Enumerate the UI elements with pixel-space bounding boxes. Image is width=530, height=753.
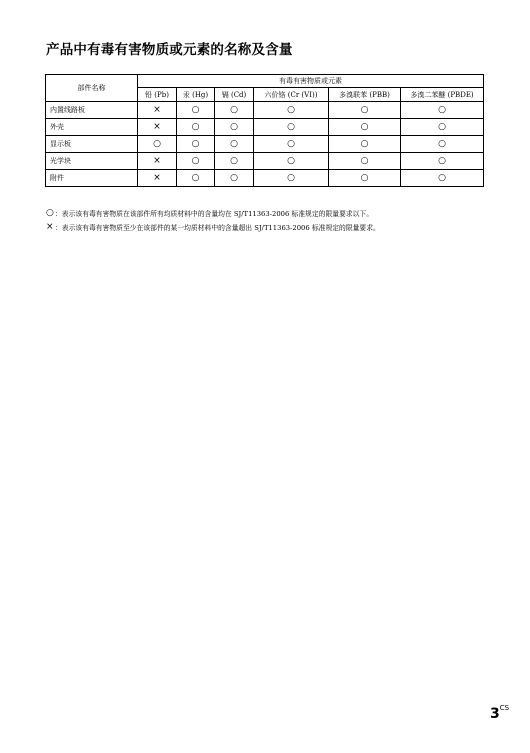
mark-cell: ○ bbox=[329, 153, 401, 170]
column-header-pbde: 多溴二苯醚 (PBDE) bbox=[401, 88, 484, 102]
language-code: CS bbox=[499, 704, 510, 712]
mark-cell: ○ bbox=[215, 119, 254, 136]
mark-cell: × bbox=[138, 153, 177, 170]
mark-cell: ○ bbox=[215, 170, 254, 187]
mark-cell: ○ bbox=[177, 119, 215, 136]
table-row bbox=[46, 170, 484, 187]
mark-cell: ○ bbox=[329, 102, 401, 119]
mark-cell: ○ bbox=[329, 119, 401, 136]
mark-cell: ○ bbox=[254, 170, 329, 187]
mark-cell: × bbox=[138, 170, 177, 187]
page-number-value: 3 bbox=[490, 706, 500, 722]
table-row bbox=[46, 102, 484, 119]
part-name-cell: 附件 bbox=[46, 170, 138, 187]
note-below-limit bbox=[46, 207, 380, 221]
column-header-pbb: 多溴联苯 (PBB) bbox=[329, 88, 401, 102]
mark-cell: ○ bbox=[401, 102, 484, 119]
note-text: ：表示该有毒有害物质至少在该部件的某一均质材料中的含量超出 SJ/T11363-2006 标准规定的限量要求。 bbox=[55, 224, 380, 232]
mark-cell: ○ bbox=[177, 170, 215, 187]
note-exceeds-limit bbox=[46, 221, 380, 235]
mark-cell: ○ bbox=[401, 119, 484, 136]
part-name-cell: 光学块 bbox=[46, 153, 138, 170]
mark-cell: ○ bbox=[177, 136, 215, 153]
table-row bbox=[46, 136, 484, 153]
mark-cell: ○ bbox=[254, 119, 329, 136]
mark-cell: ○ bbox=[254, 136, 329, 153]
mark-cell: ○ bbox=[401, 153, 484, 170]
column-header-cr6: 六价铬 (Cr (VI)) bbox=[254, 88, 329, 102]
mark-cell: ○ bbox=[401, 136, 484, 153]
mark-cell: ○ bbox=[138, 136, 177, 153]
column-header-cd: 镉 (Cd) bbox=[215, 88, 254, 102]
note-text: ：表示该有毒有害物质在该部件所有均质材料中的含量均在 SJ/T11363-2006 标准规定的限量要求以下。 bbox=[55, 209, 374, 218]
mark-cell: ○ bbox=[215, 102, 254, 119]
substance-group-header: 有毒有害物质或元素 bbox=[138, 75, 484, 88]
mark-cell: ○ bbox=[329, 136, 401, 153]
mark-cell: ○ bbox=[329, 170, 401, 187]
mark-cell: ○ bbox=[401, 170, 484, 187]
legend-notes bbox=[46, 207, 380, 236]
page-title: 产品中有毒有害物质或元素的名称及含量 bbox=[46, 42, 293, 58]
mark-cell: ○ bbox=[177, 102, 215, 119]
mark-cell: × bbox=[138, 119, 177, 136]
part-name-header: 部件名称 bbox=[46, 75, 138, 102]
circle-symbol: ○ bbox=[46, 208, 54, 218]
table-row bbox=[46, 119, 484, 136]
substance-table bbox=[45, 74, 484, 187]
part-name-cell: 外壳 bbox=[46, 119, 138, 136]
mark-cell: × bbox=[138, 102, 177, 119]
part-name-cell: 内置线路板 bbox=[46, 102, 138, 119]
part-name-cell: 显示板 bbox=[46, 136, 138, 153]
mark-cell: ○ bbox=[254, 102, 329, 119]
mark-cell: ○ bbox=[254, 153, 329, 170]
mark-cell: ○ bbox=[215, 136, 254, 153]
column-header-pb: 铅 (Pb) bbox=[138, 88, 177, 102]
mark-cell: ○ bbox=[177, 153, 215, 170]
table-row bbox=[46, 153, 484, 170]
mark-cell: ○ bbox=[215, 153, 254, 170]
cross-symbol: × bbox=[46, 222, 54, 233]
column-header-hg: 汞 (Hg) bbox=[177, 88, 215, 102]
page-number bbox=[490, 703, 509, 722]
